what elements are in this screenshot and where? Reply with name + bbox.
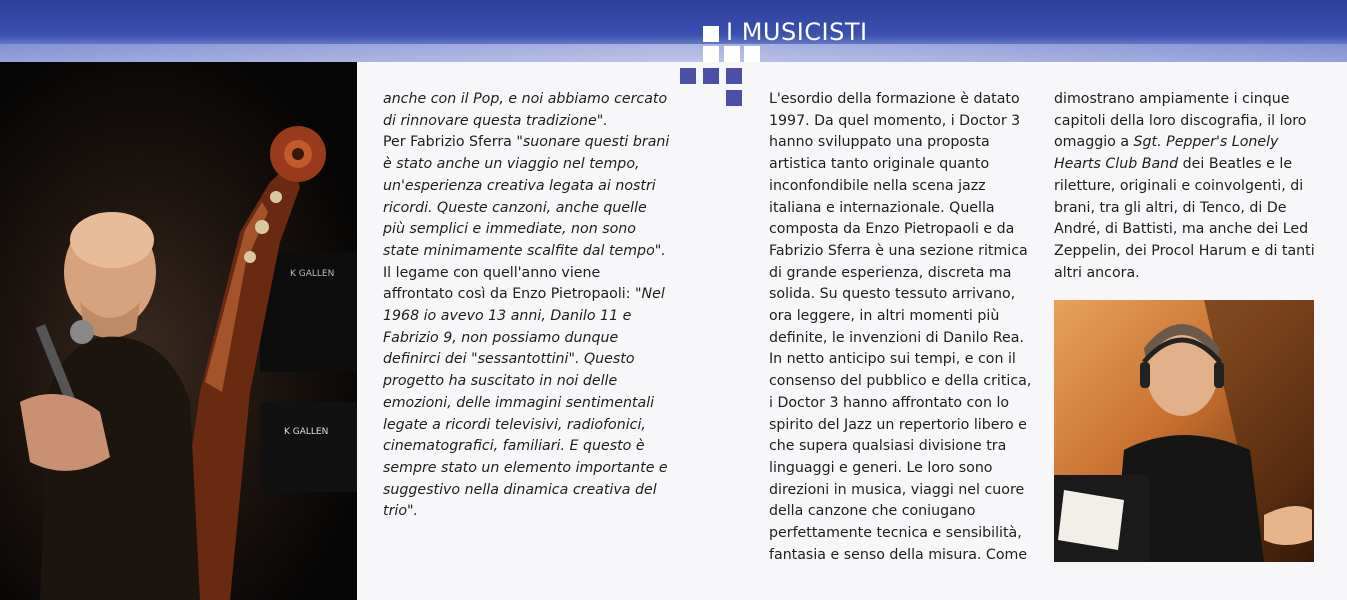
decor-square xyxy=(726,68,742,84)
svg-text:K GALLEN: K GALLEN xyxy=(284,427,329,437)
decor-square xyxy=(724,46,740,62)
text-column-3 xyxy=(1054,89,1319,284)
paragraph-lead: Per Fabrizio Sferra xyxy=(383,134,517,151)
text: dimostrano ampiamente i cinque capitoli della loro discografia, il loro omaggio a xyxy=(1054,91,1307,151)
decor-square xyxy=(703,68,719,84)
bassist-illustration xyxy=(0,62,357,600)
paragraph: In netto anticipo sui tempi, e con il consenso del pubblico e della critica, i Doctor 3 hanno affrontato con lo spirito del Jazz un repertorio libero e che supera qualsiasi divisione tra linguaggi e generi. Le loro sono direzioni in musica, viaggi nel cuore della canzone che coniugano perfettamente tecnica e sensibilità, fantasia e senso della misura. Come xyxy=(769,351,1032,563)
text-column-2 xyxy=(769,89,1034,566)
decor-square xyxy=(703,46,719,62)
paragraph xyxy=(383,132,673,262)
decor-square xyxy=(703,26,719,42)
quote: "Nel 1968 io avevo 13 anni, Danilo 11 e Fabrizio 9, non possiamo dunque definirci dei "sessantottini". Questo progetto ha suscitato in noi delle emozioni, delle immagini sentimentali legate a ricordi televisivi, radiofonici, cinematografici, familiari. E questo è sempre stato un elemento importante e suggestivo nella dinamica creativa del trio". xyxy=(383,286,668,520)
text: dei Beatles e le riletture, originali e coinvolgenti, di brani, tra gli altri, di Tenco, di De André, di Battisti, ma anche dei Led Zeppelin, dei Procol Harum e di tanti altri ancora. xyxy=(1054,156,1315,281)
decor-square xyxy=(680,68,696,84)
svg-text:K GALLEN: K GALLEN xyxy=(290,269,335,279)
bassist-photo xyxy=(0,62,357,600)
paragraph: anche con il Pop, e noi abbiamo cercato di rinnovare questa tradizione". xyxy=(383,91,668,129)
quote: "suonare questi brani è stato anche un viaggio nel tempo, un'esperienza creativa legata ai nostri ricordi. Queste canzoni, anche quelle più semplici e immediate, non sono state minimamente scalfite dal tempo". xyxy=(383,134,670,259)
header-band-highlight xyxy=(0,44,1347,62)
paragraph: L'esordio della formazione è datato 1997. Da quel momento, i Doctor 3 hanno sviluppato una proposta artistica tanto originale quanto inconfondibile nella scena jazz italiana e internazionale. Quella composta da Enzo Pietropaoli e da Fabrizio Sferra è una sezione ritmica di grande esperienza, discreta ma solida. Su questo tessuto arrivano, ora leggere, in altri momenti più definite, le invenzioni di Danilo Rea. xyxy=(769,91,1028,346)
album-title: Sgt. Pepper's Lonely Hearts Club Band xyxy=(1054,134,1279,173)
pianist-illustration xyxy=(1054,300,1314,562)
paragraph xyxy=(1054,89,1319,284)
paragraph-lead: Il legame con quell'anno viene affrontato così da Enzo Pietropaoli: xyxy=(383,264,636,303)
paragraph xyxy=(383,263,673,523)
section-title: I MUSICISTI xyxy=(726,18,868,46)
pianist-photo xyxy=(1054,300,1314,562)
decor-square xyxy=(726,90,742,106)
text-column-1 xyxy=(383,89,673,523)
decor-square xyxy=(744,46,760,62)
header-band xyxy=(0,0,1347,62)
